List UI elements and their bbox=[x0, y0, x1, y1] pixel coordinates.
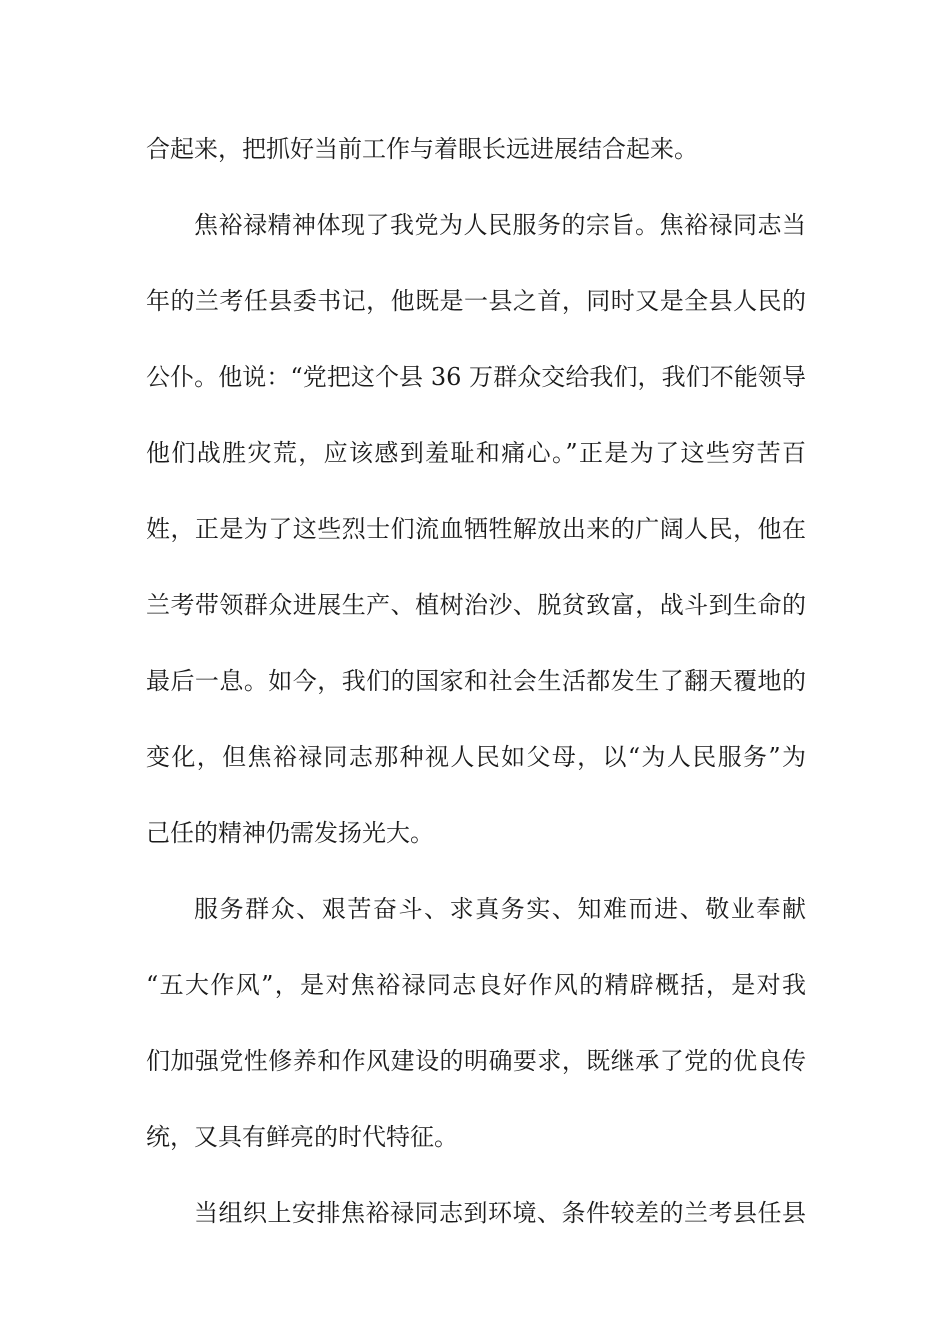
text-line: 年的兰考任县委书记，他既是一县之首，同时又是全县人民的 bbox=[146, 287, 806, 315]
text-line: 兰考带领群众进展生产、植树治沙、脱贫致富，战斗到生命的 bbox=[146, 591, 806, 619]
text-line: 合起来，把抓好当前工作与着眼长远进展结合起来。 bbox=[146, 135, 698, 163]
text-line: 他们战胜灾荒，应该感到羞耻和痛心。”正是为了这些穷苦百 bbox=[146, 439, 806, 467]
text-line: 服务群众、艰苦奋斗、求真务实、知难而进、敬业奉献 bbox=[194, 895, 806, 923]
text-line: “五大作风”，是对焦裕禄同志良好作风的精辟概括，是对我 bbox=[146, 971, 806, 999]
text-line: 统，又具有鲜亮的时代特征。 bbox=[146, 1123, 458, 1151]
text-line: 们加强党性修养和作风建设的明确要求，既继承了党的优良传 bbox=[146, 1047, 806, 1075]
text-line: 己任的精神仍需发扬光大。 bbox=[146, 819, 434, 847]
text-line: 变化，但焦裕禄同志那种视人民如父母，以“为人民服务”为 bbox=[146, 743, 806, 771]
text-line: 当组织上安排焦裕禄同志到环境、条件较差的兰考县任县 bbox=[194, 1199, 806, 1227]
text-line: 公仆。他说：“党把这个县 36 万群众交给我们，我们不能领导 bbox=[146, 363, 806, 391]
text-line: 焦裕禄精神体现了我党为人民服务的宗旨。焦裕禄同志当 bbox=[194, 211, 806, 239]
text-line: 姓，正是为了这些烈士们流血牺牲解放出来的广阔人民，他在 bbox=[146, 515, 806, 543]
text-line: 最后一息。如今，我们的国家和社会生活都发生了翻天覆地的 bbox=[146, 667, 806, 695]
